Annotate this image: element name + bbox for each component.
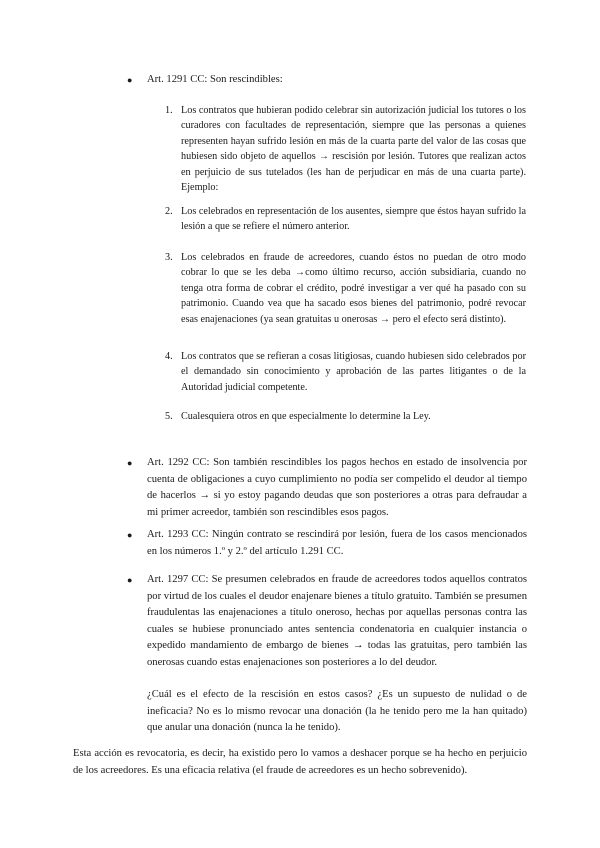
list-number: 5. bbox=[165, 411, 173, 422]
list-number: 2. bbox=[165, 206, 173, 217]
question-paragraph: ¿Cuál es el efecto de la rescisión en estos casos? ¿Es un supuesto de nulidad o de ineficacia? No es lo mismo revocar una donación (la he tenido pero me la han quitado) que anular una donación (nunca la he tenido). bbox=[147, 689, 527, 734]
bullet-dot: ● bbox=[127, 575, 133, 585]
art-1297-text: Art. 1297 CC: Se presumen celebrados en fraude de acreedores todos aquellos contratos por virtud de los cuales el deudor enajenare bienes a título gratuito. También se presumen fraudulentas las enajenaciones a título oneroso, hechas por aquellas personas contra las cuales se hubiese pronunciado antes sentencia condenatoria en cualquier instancia o expedido mandamiento de embargo de bienes → todas las gratuitas, pero también las onerosas cuando estas enajenaciones son posteriores a lo del deudor. bbox=[147, 574, 527, 668]
list-number: 1. bbox=[165, 105, 173, 116]
closing-paragraph: Esta acción es revocatoria, es decir, ha existido pero lo vamos a deshacer porque se ha hecho en perjuicio de los acreedores. Es una eficacia relativa (el fraude de acreedores es un hecho sobrevenido). bbox=[73, 748, 527, 776]
art-1292-text: Art. 1292 CC: Son también rescindibles los pagos hechos en estado de insolvencia por cuenta de obligaciones a cuyo cumplimiento no podía ser compelido el deudor al tiempo de hacerlos → si yo estoy pagando deudas que son posteriores a otras para defraudar a mi primer acreedor, también son rescindibles esos pagos. bbox=[147, 457, 527, 518]
bullet-dot: ● bbox=[127, 530, 133, 540]
bullet-dot: ● bbox=[127, 458, 133, 468]
list-text: Los contratos que hubieran podido celebrar sin autorización judicial los tutores o los curadores con facultades de representación, siempre que las personas a quienes representen hayan sufrido lesión en más de la cuarta parte del valor de las cosas que hubiesen sido objeto de aquellos → rescisión por lesión. Tutores que realizan actos en perjuicio de sus tutelados (les han de perjudicar en más de una cuarta parte). Ejemplo: bbox=[181, 105, 526, 194]
art-1291-heading: Art. 1291 CC: Son rescindibles: bbox=[147, 74, 283, 85]
list-text: Los contratos que se refieran a cosas litigiosas, cuando hubiesen sido celebrados por el demandado sin conocimiento y aprobación de las partes litigantes o de la Autoridad judicial competente. bbox=[181, 351, 526, 393]
art-1293-text: Art. 1293 CC: Ningún contrato se rescindirá por lesión, fuera de los casos mencionados en los números 1.º y 2.º del artículo 1.291 CC. bbox=[147, 529, 527, 557]
list-number: 4. bbox=[165, 351, 173, 362]
list-text: Los celebrados en representación de los ausentes, siempre que éstos hayan sufrido la lesión a que se refiere el número anterior. bbox=[181, 206, 526, 233]
list-text: Los celebrados en fraude de acreedores, cuando éstos no puedan de otro modo cobrar lo que se les deba →como último recurso, acción subsidiaria, cuando no tenga otra forma de cobrar el crédito, podré investigar a ver qué ha pasado con su patrimonio. Cuando vea que ha sacado esos bienes del patrimonio, podré revocar esas enajenaciones (ya sean gratuitas u onerosas → pero el efecto será distinto). bbox=[181, 252, 526, 325]
bullet-dot: ● bbox=[127, 75, 133, 85]
list-number: 3. bbox=[165, 252, 173, 263]
list-text: Cualesquiera otros en que especialmente lo determine la Ley. bbox=[181, 411, 431, 422]
